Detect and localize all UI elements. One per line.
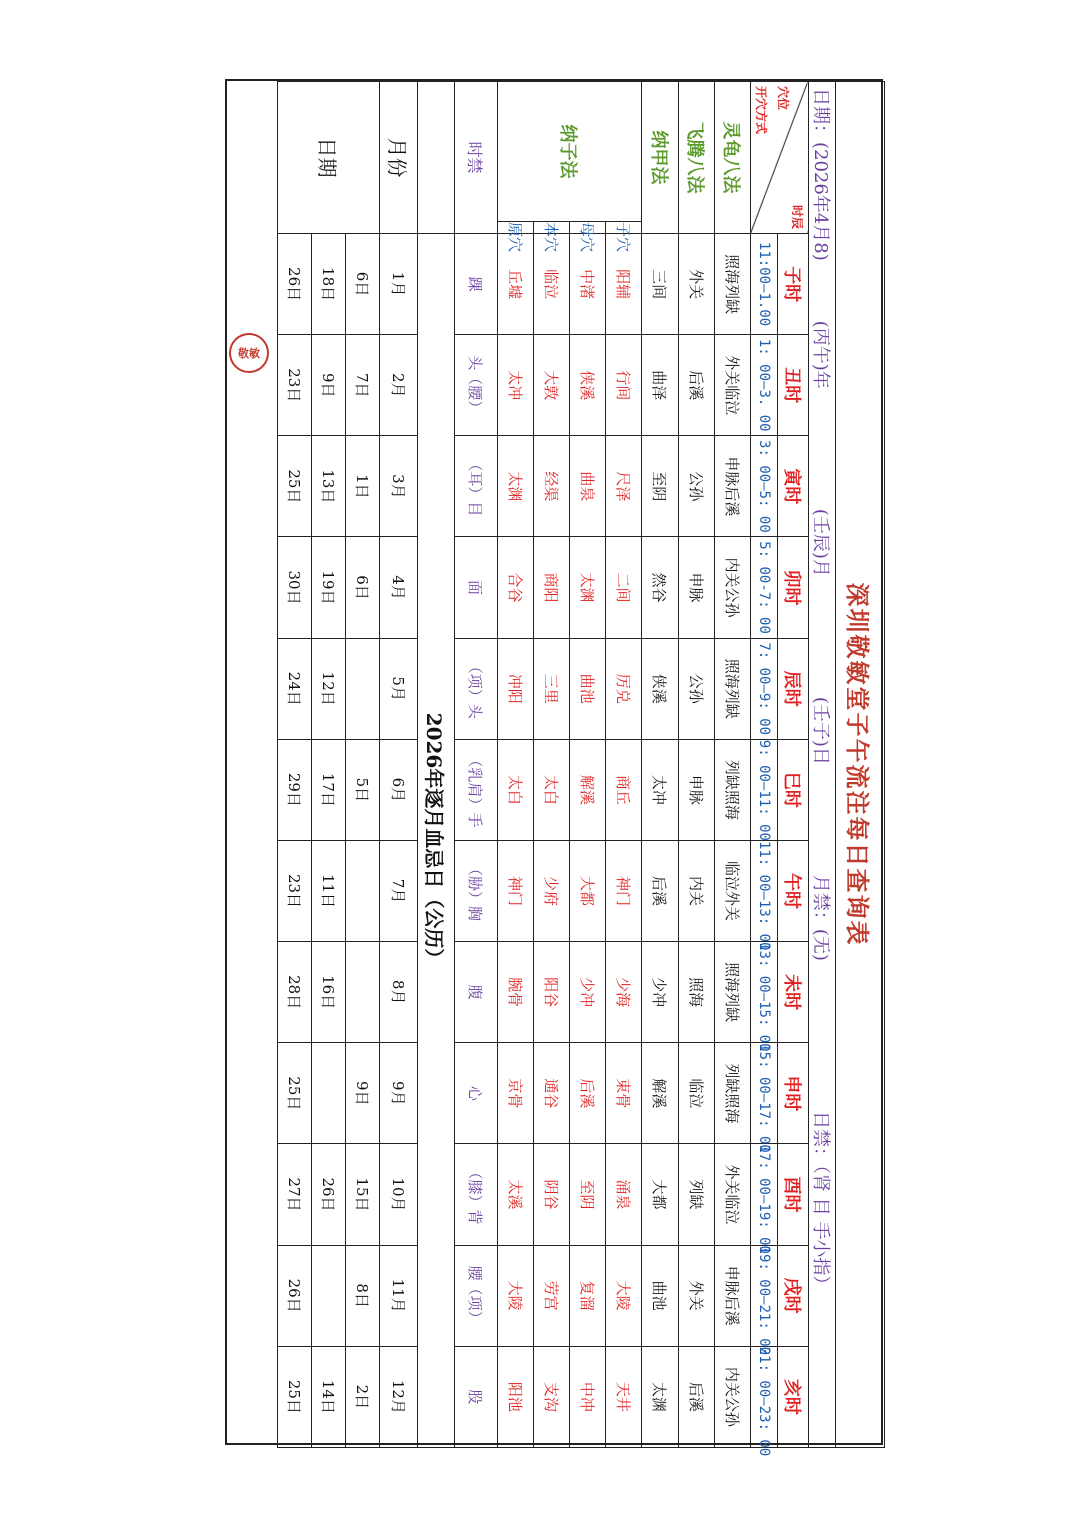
month-row [380,82,418,1448]
shichen-cell: 午时 [778,840,809,941]
feiteng-row-cell: 外关 [679,234,715,335]
linggui-row-cell: 照海列缺 [715,234,751,335]
linggui-row-cell: 申脉后溪 [715,436,751,537]
benxue-row-cell: 劳宫 [534,1245,570,1346]
yuanxue-row-cell: 丘墟 [498,234,534,335]
shichen-cell: 戌时 [778,1245,809,1346]
benxue-row-cell: 通谷 [534,1043,570,1144]
time-cell: 21: 00—23: 00 [751,1346,778,1447]
yuanxue-row-cell: 大陵 [498,1245,534,1346]
day-cell: 25日 [278,1346,312,1447]
muxue-row-cell: 侠溪 [570,335,606,436]
time-row [751,82,778,1448]
shichen-cell: 酉时 [778,1144,809,1245]
day-cell [346,942,380,1043]
najia-row-cell: 太渊 [642,1346,679,1447]
shijin-row-cell: 头（腰） [455,335,498,436]
zixue-cell: 少海 [606,942,642,1043]
zixue-cell: 大陵 [606,1245,642,1346]
linggui-row-cell: 照海列缺 [715,942,751,1043]
muxue-label: 母穴 [570,222,606,234]
muxue-row-cell: 大都 [570,840,606,941]
time-cell: 7: 00—9: 00 [751,638,778,739]
day-cell: 12日 [312,638,346,739]
month-ganzhi: (壬辰)月 [810,508,831,577]
feiteng-row-cell: 申脉 [679,537,715,638]
zixue-cell: 天井 [606,1346,642,1447]
feiteng-row-cell: 公孙 [679,638,715,739]
day-cell: 7日 [346,335,380,436]
day-cell: 17日 [312,739,346,840]
zixue-cell: 尺泽 [606,436,642,537]
day-cell [312,1245,346,1346]
muxue-row-cell: 中冲 [570,1346,606,1447]
linggui-row-cell: 外关临泣 [715,1144,751,1245]
linggui-row-cell: 内关公孙 [715,1346,751,1447]
day-taboo: 日禁：（肾 目 手小指） [810,1110,831,1294]
linggui-row-cell: 列缺照海 [715,1043,751,1144]
najia-row-cell: 曲泽 [642,335,679,436]
yuanxue-row-cell: 太白 [498,739,534,840]
shijin-row-cell: 腹 [455,942,498,1043]
day-cell: 24日 [278,638,312,739]
shichen-cell: 丑时 [778,335,809,436]
feiteng-row-cell: 内关 [679,840,715,941]
corner-xuewei: 穴位 [776,86,790,111]
month-cell: 9月 [380,1043,418,1144]
muxue-row-cell: 太渊 [570,537,606,638]
day-cell: 9日 [346,1043,380,1144]
shijin-row-cell: 心 [455,1043,498,1144]
shichen-cell: 子时 [778,234,809,335]
red-seal-stamp: 敬敏 [229,333,269,373]
najia-row-cell: 至阴 [642,436,679,537]
zixue-label: 子穴 [606,222,642,234]
benxue-label: 本穴 [534,222,570,234]
month-cell: 1月 [380,234,418,335]
day-cell: 18日 [312,234,346,335]
rotated-table-frame [227,81,885,1457]
benxue-row-cell: 商阳 [534,537,570,638]
day-cell: 15日 [346,1144,380,1245]
shijin-row-cell: 踝 [455,234,498,335]
day-cell [346,638,380,739]
linggui-row-cell: 内关公孙 [715,537,751,638]
shijin-row-cell: （项）头 [455,638,498,739]
benxue-row-cell: 临泣 [534,234,570,335]
linggui-row-cell: 照海列缺 [715,638,751,739]
shichen-cell: 辰时 [778,638,809,739]
day-cell: 5日 [346,739,380,840]
day-cell: 23日 [278,335,312,436]
yuanxue-row-cell: 京骨 [498,1043,534,1144]
time-cell: 3: 00—5: 00 [751,436,778,537]
zixue-cell: 厉兑 [606,638,642,739]
month-cell: 6月 [380,739,418,840]
day-cell: 8日 [346,1245,380,1346]
time-cell: 9: 00—11: 00 [751,739,778,840]
time-cell: 19: 00—21: 00 [751,1245,778,1346]
muxue-row-cell: 曲泉 [570,436,606,537]
day-cell: 28日 [278,942,312,1043]
shichen-cell: 申时 [778,1043,809,1144]
day-cell: 6日 [346,234,380,335]
zixue-cell: 行间 [606,335,642,436]
date-label: 日期：(2026年4月8) [810,88,831,261]
day-cell: 11日 [312,840,346,941]
day-cell: 13日 [312,436,346,537]
muxue-row-cell: 曲池 [570,638,606,739]
linggui-row-cell: 临泣外关 [715,840,751,941]
yuanxue-row-cell: 腕骨 [498,942,534,1043]
feiteng-row-cell: 后溪 [679,335,715,436]
muxue-row-cell: 至阴 [570,1144,606,1245]
shichen-cell: 寅时 [778,436,809,537]
feiteng-row-cell: 申脉 [679,739,715,840]
benxue-row-cell: 阴谷 [534,1144,570,1245]
najia-row-cell: 大都 [642,1144,679,1245]
day-cell [312,1043,346,1144]
month-cell: 3月 [380,436,418,537]
day-cell: 6日 [346,537,380,638]
yuanxue-row-cell: 合谷 [498,537,534,638]
shijin-row-cell: （膝）背 [455,1144,498,1245]
zixue-row [606,82,642,1448]
zixue-cell: 涌泉 [606,1144,642,1245]
zixue-cell: 二间 [606,537,642,638]
month-cell: 8月 [380,942,418,1043]
nazi-label: 纳子法 [498,82,642,222]
corner-kaixue: 开穴方式 [754,86,768,135]
day-cell: 2日 [346,1346,380,1447]
linggui-row-cell: 外关临泣 [715,335,751,436]
feiteng-row-cell: 照海 [679,942,715,1043]
benxue-row-cell: 支沟 [534,1346,570,1447]
day-ganzhi: (壬子)日 [810,696,831,765]
zixue-cell: 神门 [606,840,642,941]
days-row-2 [312,82,346,1448]
yuanxue-row-cell: 冲阳 [498,638,534,739]
time-cell: 17: 00—19: 00 [751,1144,778,1245]
month-label: 月份 [380,82,418,234]
yuanxue-label: 原穴 [498,222,534,234]
month-cell: 5月 [380,638,418,739]
shijin-row-label: 时禁 [455,82,498,234]
najia-row-cell: 少冲 [642,942,679,1043]
najia-row [642,82,679,1448]
ziwu-liuzhu-table [277,81,885,1457]
feiteng-row-cell: 临泣 [679,1043,715,1144]
time-cell: 11: 00—13: 00 [751,840,778,941]
query-sheet [225,79,883,1457]
time-cell: 11:00—1.00 [751,234,778,335]
month-cell: 11月 [380,1245,418,1346]
muxue-row-cell: 解溪 [570,739,606,840]
shijin-row-cell: （胁）胸 [455,840,498,941]
najia-row-cell: 侠溪 [642,638,679,739]
zixue-cell: 阳辅 [606,234,642,335]
zixue-cell: 束骨 [606,1043,642,1144]
day-cell: 29日 [278,739,312,840]
month-cell: 7月 [380,840,418,941]
yuanxue-row-cell: 太渊 [498,436,534,537]
day-cell: 25日 [278,1043,312,1144]
shijin-row-cell: （乳肩）手 [455,739,498,840]
date-row [809,82,836,1448]
day-cell: 27日 [278,1144,312,1245]
shijin-row-cell: （耳）目 [455,436,498,537]
najia-row-cell: 太冲 [642,739,679,840]
time-cell: 13: 00—15: 00 [751,942,778,1043]
corner-shichen: 时辰 [790,204,804,229]
shichen-row [778,82,809,1448]
feiteng-row-label: 飞腾八法 [679,82,715,234]
feiteng-row [679,82,715,1448]
title-row [836,82,885,1448]
benxue-row-cell: 大敦 [534,335,570,436]
day-cell [346,840,380,941]
time-cell: 5: 00-7: 00 [751,537,778,638]
yuanxue-row-cell: 太溪 [498,1144,534,1245]
blood-title-row [418,82,455,1448]
shijin-row-cell: 面 [455,537,498,638]
najia-row-cell: 解溪 [642,1043,679,1144]
shichen-cell: 卯时 [778,537,809,638]
shijin-row-cell: 股 [455,1346,498,1447]
day-cell: 14日 [312,1346,346,1447]
muxue-row-cell: 中渚 [570,234,606,335]
blood-title: 2026年逐月血忌日（公历） [418,234,455,1448]
linggui-row-cell: 申脉后溪 [715,1245,751,1346]
day-cell: 26日 [278,1245,312,1346]
benxue-row [534,82,570,1448]
shichen-cell: 巳时 [778,739,809,840]
date-info [809,82,836,1448]
shijin-row [455,82,498,1448]
blood-title-left [418,82,455,234]
time-cell: 15: 00—17: 00 [751,1043,778,1144]
benxue-row-cell: 太白 [534,739,570,840]
linggui-row [715,82,751,1448]
muxue-row-cell: 少冲 [570,942,606,1043]
corner-header [751,82,809,234]
feiteng-row-cell: 后溪 [679,1346,715,1447]
linggui-row-cell: 列缺照海 [715,739,751,840]
muxue-row [570,82,606,1448]
benxue-row-cell: 经渠 [534,436,570,537]
days-row-3 [278,82,312,1448]
date-label: 日期 [278,82,380,234]
month-cell: 12月 [380,1346,418,1447]
linggui-row-label: 灵龟八法 [715,82,751,234]
muxue-row-cell: 复溜 [570,1245,606,1346]
feiteng-row-cell: 公孙 [679,436,715,537]
table-title: 深圳敬敏堂子午流注每日查询表 [836,82,885,1448]
yuanxue-row-cell: 阳池 [498,1346,534,1447]
muxue-row-cell: 后溪 [570,1043,606,1144]
benxue-row-cell: 三里 [534,638,570,739]
day-cell: 30日 [278,537,312,638]
najia-row-cell: 曲池 [642,1245,679,1346]
month-cell: 2月 [380,335,418,436]
yuanxue-row [498,82,534,1448]
day-cell: 26日 [278,234,312,335]
month-cell: 10月 [380,1144,418,1245]
month-taboo: 月禁：(无) [810,874,831,961]
yuanxue-row-cell: 太冲 [498,335,534,436]
najia-row-cell: 然谷 [642,537,679,638]
najia-row-cell: 三间 [642,234,679,335]
day-cell: 26日 [312,1144,346,1245]
najia-row-cell: 后溪 [642,840,679,941]
feiteng-row-cell: 列缺 [679,1144,715,1245]
time-cell: 1: 00—3. 00 [751,335,778,436]
day-cell: 9日 [312,335,346,436]
shichen-cell: 未时 [778,942,809,1043]
benxue-row-cell: 少府 [534,840,570,941]
benxue-row-cell: 阳谷 [534,942,570,1043]
day-cell: 25日 [278,436,312,537]
day-cell: 23日 [278,840,312,941]
day-cell: 1日 [346,436,380,537]
yuanxue-row-cell: 神门 [498,840,534,941]
najia-row-label: 纳甲法 [642,82,679,234]
days-row-1 [346,82,380,1448]
year-ganzhi: (丙午)年 [810,320,831,389]
day-cell: 19日 [312,537,346,638]
feiteng-row-cell: 外关 [679,1245,715,1346]
shichen-cell: 亥时 [778,1346,809,1447]
month-cell: 4月 [380,537,418,638]
zixue-cell: 商丘 [606,739,642,840]
day-cell: 16日 [312,942,346,1043]
shijin-row-cell: 腰（项） [455,1245,498,1346]
